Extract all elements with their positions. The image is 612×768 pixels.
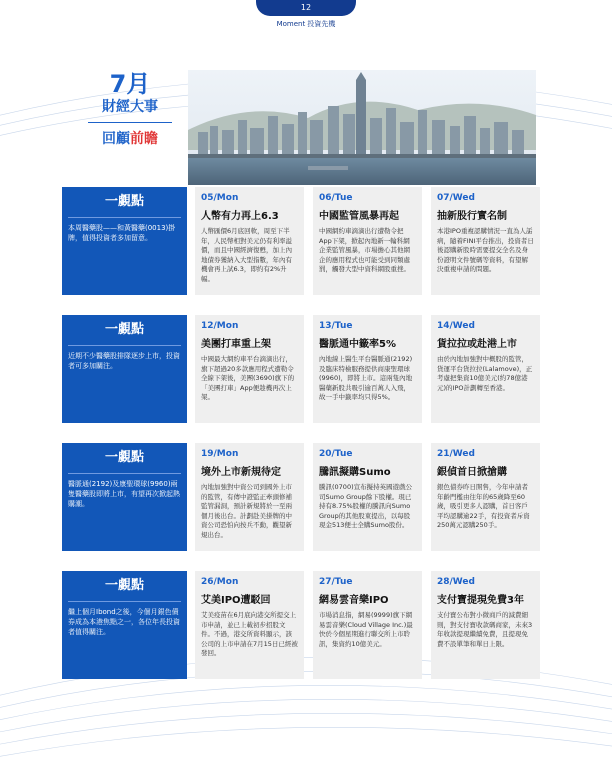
news-card — [431, 187, 540, 295]
card-headline: 人幣有力再上6.3 — [201, 211, 279, 222]
card-date: 14/Wed — [437, 321, 475, 331]
side-panel — [62, 571, 187, 679]
ifc-tower — [356, 80, 366, 154]
card-headline: 中國監管風暴再起 — [319, 211, 399, 222]
publication-name: Moment 投資先機 — [276, 20, 336, 28]
card-headline: 艾美IPO遭駁回 — [201, 595, 271, 606]
card-headline: 境外上市新規待定 — [201, 467, 281, 478]
card-headline: 美團打車重上架 — [201, 339, 271, 350]
skyline-photo — [188, 70, 536, 185]
title-block — [80, 70, 180, 170]
week-row-3 — [62, 443, 540, 551]
news-card — [313, 187, 422, 295]
side-panel — [62, 443, 187, 551]
card-headline: 貨拉拉或赴港上市 — [437, 339, 517, 350]
card-body: 人幣匯價6月底回軟，周至下半年，人民幣相對美元仍有利率溢價，而且中國經濟復甦，加上內地債券獲納入大型指數，年內有機會再上試6.3，即約有2%升幅。 — [201, 227, 292, 283]
card-headline: 銀偵首日掀搶購 — [437, 467, 507, 478]
card-body: 市場消息指，網易(9999)旗下網易雲音樂(Cloud Village Inc.)最快於今個星期進行聯交所上市聆訊，集資約10億美元。 — [319, 611, 413, 648]
side-title: 一覷點 — [68, 315, 181, 346]
title-month: 7月 — [109, 70, 151, 98]
news-card — [431, 443, 540, 551]
news-card — [195, 315, 304, 423]
card-headline: 網易雲音樂IPO — [319, 595, 389, 606]
news-card — [313, 315, 422, 423]
title-line2-a: 回顧 — [102, 131, 130, 147]
news-card — [431, 571, 540, 679]
side-title: 一覷點 — [68, 571, 181, 602]
card-date: 07/Wed — [437, 193, 475, 203]
card-date: 27/Tue — [319, 577, 353, 587]
news-card — [195, 571, 304, 679]
card-date: 06/Tue — [319, 193, 353, 203]
page-number-tab — [256, 0, 356, 16]
card-body: 由於內地加強對中概股的監管，貨運平台貨拉拉(Lalamove)，正考慮把集資10億美元(約78億港元)的IPO計劃轉至香港。 — [437, 355, 533, 392]
card-body: 中國網約車滴滴出行遭勒令把App下架，掀起內地新一輪科網企業監管風暴，市場擔心其他網企的應用程式也可能受到同類處罰，觸發大型中資科網股重挫。 — [319, 227, 410, 273]
side-text: 本周醫藥股——和黃醫藥(0013)掛牌，值得投資者多加留意。 — [68, 224, 176, 242]
card-headline: 騰訊擬購Sumo — [319, 467, 391, 478]
week-row-4 — [62, 571, 540, 679]
side-panel — [62, 315, 187, 423]
card-body: 中國最大網約車平台滴滴出行，旗下超過20多款應用程式遭勒令全線下架後，美團(3690)旗下的「美團打車」App便趁機再次上架。 — [201, 355, 295, 401]
card-body: 艾美疫苗在6月底向港交所提交上市申請，並已上載初步招股文件。不過，港交所資料顯示，該公司的上市申請在7月15日已經被發回。 — [201, 611, 298, 657]
week-row-2 — [62, 315, 540, 423]
title-line2-b: 前瞻 — [130, 131, 158, 147]
card-date: 26/Mon — [201, 577, 239, 587]
title-line1: 財經大事 — [102, 99, 158, 115]
card-date: 21/Wed — [437, 449, 475, 459]
news-card — [431, 315, 540, 423]
card-date: 13/Tue — [319, 321, 353, 331]
card-date: 28/Wed — [437, 577, 475, 587]
side-title: 一覷點 — [68, 443, 181, 474]
card-date: 19/Mon — [201, 449, 239, 459]
card-headline: 醫脈通中籤率5% — [319, 339, 396, 350]
news-card — [195, 187, 304, 295]
side-text: 醫脈通(2192)及康聖環球(9960)兩隻醫藥股即將上市，有望再次掀起熱購潮。 — [68, 480, 180, 508]
side-title: 一覷點 — [68, 187, 181, 218]
card-body: 內地線上醫生平台醫脈通(2192)及臨床特檢服務提供商康聖環球(9960)，即將上市。這兩隻內地醫藥新股共吸引逾百萬人入飛，故一手中籤率均只得5%。 — [319, 355, 413, 401]
news-card — [313, 443, 422, 551]
page-number: 12 — [300, 3, 312, 12]
card-headline: 支付寶提現免費3年 — [437, 595, 524, 606]
title-divider — [88, 122, 172, 123]
card-body: 支付寶公布對小微商戶的減費細則，對支付寶收款碼商家，未來3年收款提現繼續免費，且提現免費不設單筆和單日上限。 — [437, 611, 533, 648]
card-headline: 抽新股行實名制 — [437, 211, 507, 222]
news-card — [195, 443, 304, 551]
card-body: 本港IPO重複認購情況一直為人詬病，隨着FINI平台推出，投資者日後認購新股時需要提交全名及身份證明文件號碼等資料，有望解決重複申請的問題。 — [437, 227, 534, 273]
card-date: 20/Tue — [319, 449, 353, 459]
card-body: 內地加強對中資公司到國外上市的監管，有傳中證監正牽頭修補監管漏洞，預計新規將於一至兩個月後出台。計劃赴美掛牌的中資公司恐怕向按兵不動，觀望新規出台。 — [201, 483, 292, 539]
side-text: 繼上個月Ibond之後，今個月銀色債券成為本港焦點之一，各位年長投資者值得關注。 — [68, 608, 180, 636]
title-line2 — [80, 129, 180, 149]
side-text: 近期不少醫藥股排隊逐步上市，投資者可多加關注。 — [68, 352, 180, 370]
side-panel — [62, 187, 187, 295]
card-date: 12/Mon — [201, 321, 239, 331]
card-date: 05/Mon — [201, 193, 239, 203]
week-row-1 — [62, 187, 540, 295]
card-body: 騰訊(0700)宣布擬持英國遊戲公司Sumo Group餘下股權。現已持有8.75%股權的騰訊向Sumo Group的其他股東提出，以每股現金513便士全購Sumo股份。 — [319, 483, 413, 529]
news-card — [313, 571, 422, 679]
card-body: 銀色債券昨日開售，今年申請者年齡門檻由往年的65歲降至60歲，吸引更多人認購，首日客戶平均認購逾22手，有投資者斥資250萬元認購250手。 — [437, 483, 530, 529]
